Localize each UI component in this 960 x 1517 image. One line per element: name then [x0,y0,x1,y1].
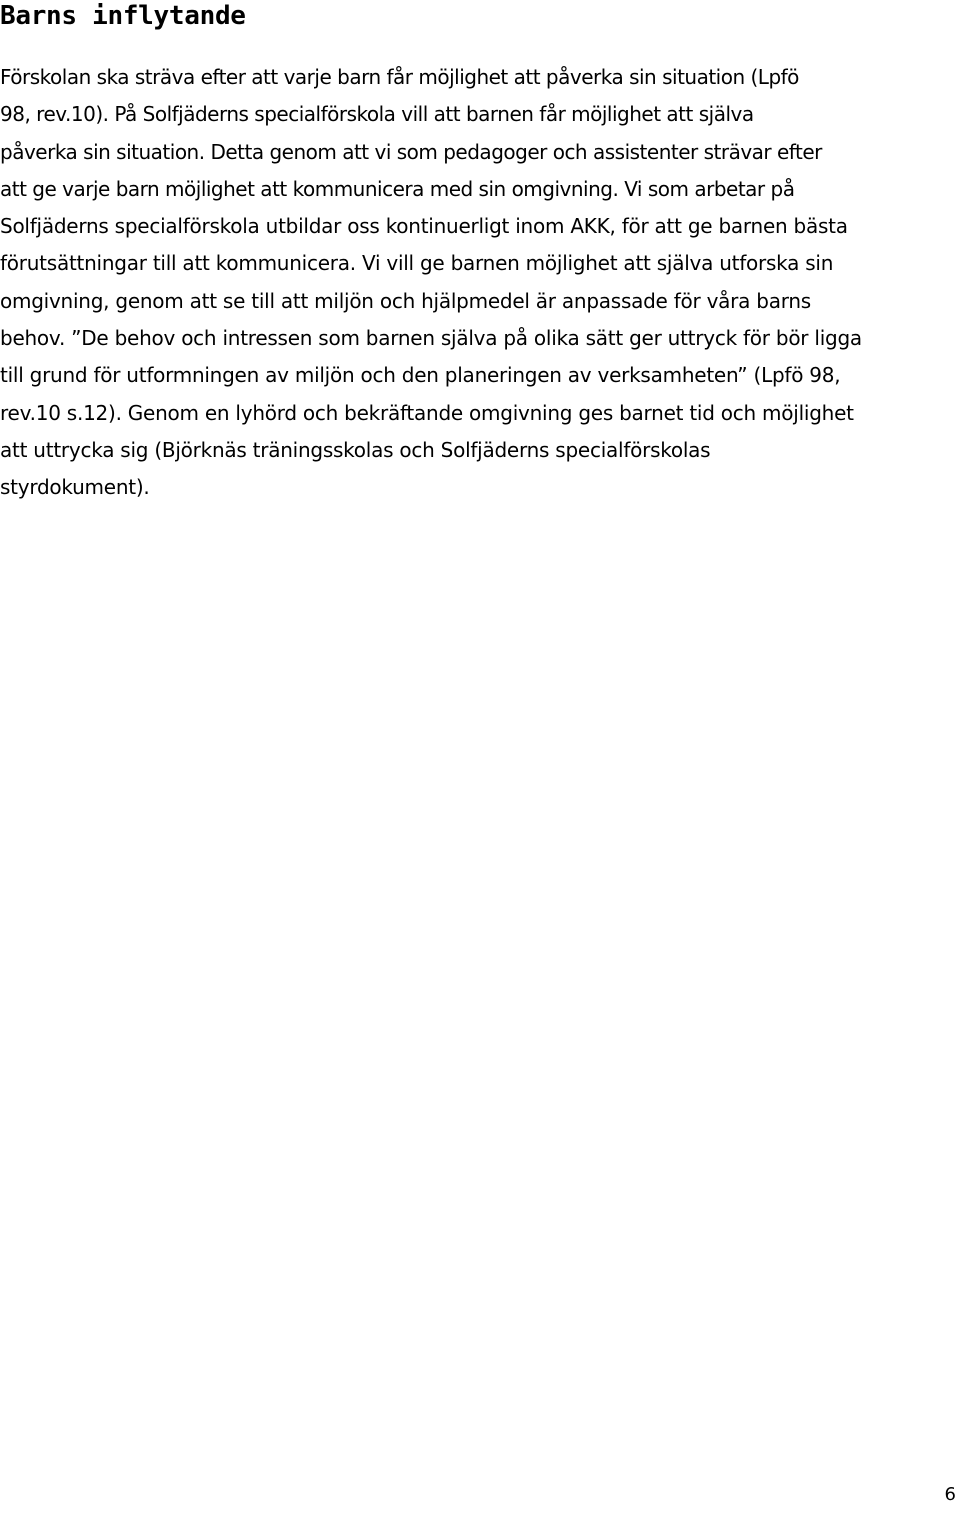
section-heading: Barns inflytande [0,1,246,31]
paragraph-line: Solfjäderns specialförskola utbildar oss kontinuerligt inom AKK, för att ge barnen bästa [0,214,848,239]
paragraph-line: Förskolan ska sträva efter att varje barn får möjlighet att påverka sin situation (Lpfö [0,65,799,89]
paragraph-line: omgivning, genom att se till att miljön och hjälpmedel är anpassade för våra barns [0,288,811,313]
paragraph-line: rev.10 s.12). Genom en lyhörd och bekräftande omgivning ges barnet tid och möjlighet [0,400,854,425]
page-number: 6 [944,1484,956,1505]
paragraph-line: till grund för utformningen av miljön och den planeringen av verksamheten” (Lpfö 98, [0,363,841,388]
paragraph-line: att uttrycka sig (Björknäs träningsskolas och Solfjäderns specialförskolas [0,437,711,462]
paragraph-line: 98, rev.10). På Solfjäderns specialförskola vill att barnen får möjlighet att själva [0,102,754,127]
paragraph-line: behov. ”De behov och intressen som barnen själva på olika sätt ger uttryck för bör ligga [0,326,862,351]
paragraph-line: styrdokument). [0,475,150,500]
body-paragraph [0,59,955,507]
paragraph-line: att ge varje barn möjlighet att kommunicera med sin omgivning. Vi som arbetar på [0,176,795,201]
paragraph-line: påverka sin situation. Detta genom att vi som pedagoger och assistenter strävar efter [0,139,822,164]
paragraph-line: förutsättningar till att kommunicera. Vi vill ge barnen möjlighet att själva utforska sin [0,251,834,276]
